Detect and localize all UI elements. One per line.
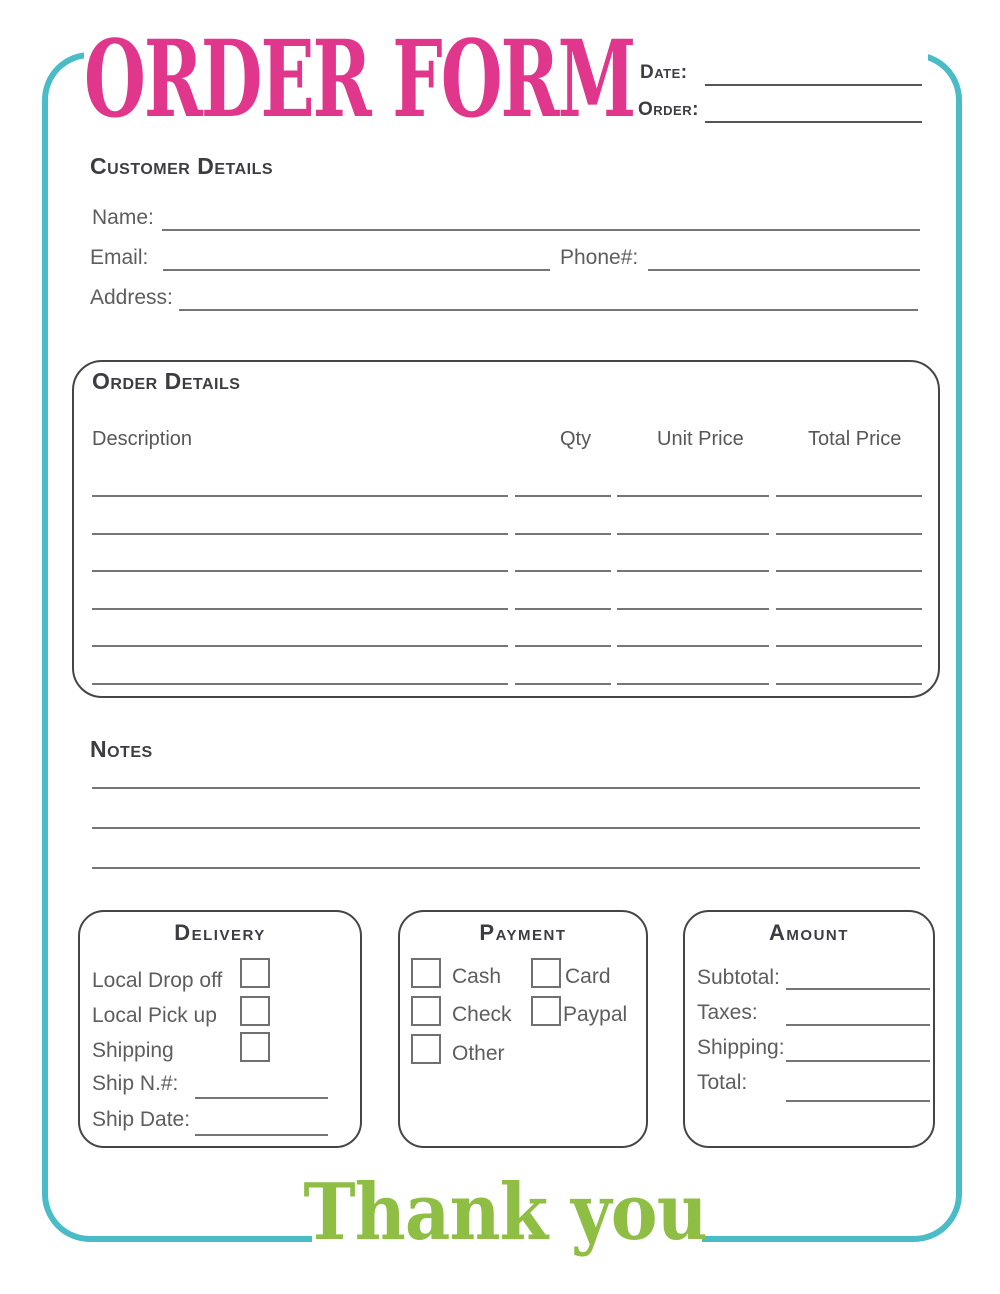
notes-heading: Notes	[90, 736, 153, 762]
column-header-total-price: Total Price	[808, 428, 902, 450]
subtotal-input-line[interactable]	[786, 988, 930, 990]
table-row-line-unit-price[interactable]	[617, 683, 769, 685]
table-row-line-description[interactable]	[92, 645, 508, 647]
table-row-line-qty[interactable]	[515, 570, 611, 572]
table-row-line-total-price[interactable]	[776, 645, 922, 647]
delivery-option-label: Shipping	[92, 1039, 174, 1062]
email-input-line[interactable]	[163, 269, 550, 271]
table-row-line-qty[interactable]	[515, 533, 611, 535]
payment-option-label: Cash	[452, 965, 502, 988]
subtotal-label: Subtotal:	[697, 966, 780, 989]
table-row-line-unit-price[interactable]	[617, 608, 769, 610]
payment-option-label: Check	[452, 1003, 512, 1026]
taxes-label: Taxes:	[697, 1001, 758, 1024]
table-row-line-total-price[interactable]	[776, 608, 922, 610]
phone-input-line[interactable]	[648, 269, 920, 271]
thank-you-text: Thank you	[303, 1167, 707, 1258]
payment-option-label: Paypal	[563, 1003, 628, 1026]
delivery-option-label: Local Drop off	[92, 969, 223, 992]
ship-date-input-line[interactable]	[195, 1134, 328, 1136]
taxes-input-line[interactable]	[786, 1024, 930, 1026]
table-row-line-unit-price[interactable]	[617, 495, 769, 497]
ship-number-label: Ship N.#:	[92, 1072, 179, 1095]
order-details-box	[72, 360, 940, 698]
table-row-line-description[interactable]	[92, 608, 508, 610]
name-input-line[interactable]	[162, 229, 920, 231]
order-number-label: Order:	[638, 99, 699, 120]
column-header-description: Description	[92, 428, 193, 450]
table-row-line-description[interactable]	[92, 683, 508, 685]
local-drop-off-checkbox[interactable]	[240, 958, 270, 988]
cash-checkbox[interactable]	[411, 958, 441, 988]
delivery-option-label: Local Pick up	[92, 1004, 217, 1027]
date-label: Date:	[640, 62, 688, 83]
name-label: Name:	[92, 206, 154, 229]
table-row-line-qty[interactable]	[515, 645, 611, 647]
customer-details-heading: Customer Details	[90, 153, 274, 179]
paypal-checkbox[interactable]	[531, 996, 561, 1026]
notes-line[interactable]	[92, 827, 920, 829]
order-number-input-line[interactable]	[705, 121, 922, 123]
order-details-heading: Order Details	[92, 368, 241, 394]
card-checkbox[interactable]	[531, 958, 561, 988]
table-row-line-unit-price[interactable]	[617, 645, 769, 647]
column-header-qty: Qty	[560, 428, 592, 450]
payment-option-label: Card	[565, 965, 611, 988]
thank-you-wrap	[0, 1167, 1000, 1258]
amount-heading: Amount	[769, 920, 849, 945]
address-input-line[interactable]	[179, 309, 918, 311]
address-label: Address:	[90, 286, 173, 309]
table-row-line-total-price[interactable]	[776, 533, 922, 535]
table-row-line-description[interactable]	[92, 533, 508, 535]
table-row-line-total-price[interactable]	[776, 570, 922, 572]
page-title: ORDER FORM	[84, 16, 635, 141]
table-row-line-unit-price[interactable]	[617, 533, 769, 535]
delivery-heading: Delivery	[174, 920, 266, 945]
table-row-line-unit-price[interactable]	[617, 570, 769, 572]
notes-line[interactable]	[92, 867, 920, 869]
phone-label: Phone#:	[560, 246, 639, 269]
shipping-label: Shipping:	[697, 1036, 785, 1059]
shipping-checkbox[interactable]	[240, 1032, 270, 1062]
table-row-line-total-price[interactable]	[776, 495, 922, 497]
table-row-line-qty[interactable]	[515, 683, 611, 685]
payment-heading: Payment	[479, 920, 567, 945]
table-row-line-qty[interactable]	[515, 608, 611, 610]
column-header-unit-price: Unit Price	[657, 428, 744, 450]
local-pick-up-checkbox[interactable]	[240, 996, 270, 1026]
notes-line[interactable]	[92, 787, 920, 789]
ship-date-label: Ship Date:	[92, 1108, 191, 1131]
email-label: Email:	[90, 246, 149, 269]
table-row-line-description[interactable]	[92, 495, 508, 497]
table-row-line-total-price[interactable]	[776, 683, 922, 685]
ship-number-input-line[interactable]	[195, 1097, 328, 1099]
table-row-line-qty[interactable]	[515, 495, 611, 497]
total-label: Total:	[697, 1071, 748, 1094]
date-input-line[interactable]	[705, 84, 922, 86]
shipping-input-line[interactable]	[786, 1060, 930, 1062]
payment-option-label: Other	[452, 1042, 505, 1065]
other-checkbox[interactable]	[411, 1034, 441, 1064]
total-input-line[interactable]	[786, 1100, 930, 1102]
table-row-line-description[interactable]	[92, 570, 508, 572]
check-checkbox[interactable]	[411, 996, 441, 1026]
